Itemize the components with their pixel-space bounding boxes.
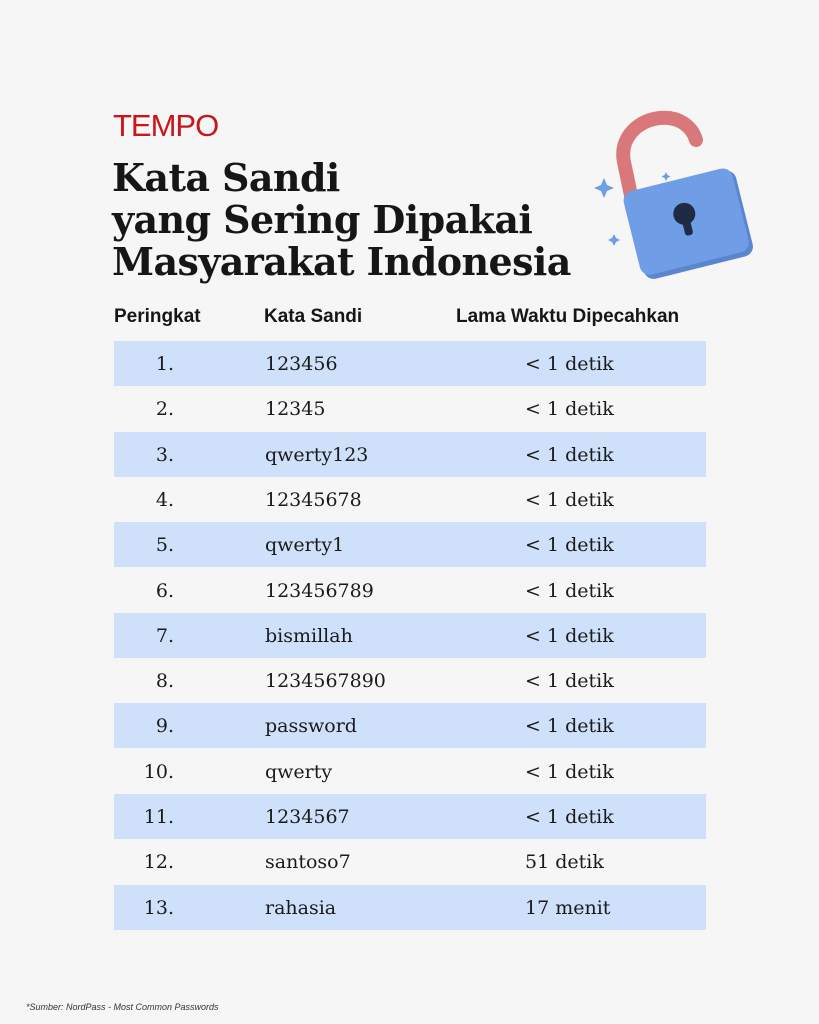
rank-cell: 2. [155, 398, 174, 421]
rank-cell: 5. [155, 534, 174, 557]
table-row [114, 839, 706, 884]
password-cell: santoso7 [265, 851, 351, 874]
source-footnote: *Sumber: NordPass - Most Common Passwords [26, 1002, 219, 1012]
time-cell: < 1 detik [525, 670, 614, 693]
table-row [114, 341, 706, 386]
table-row [114, 658, 706, 703]
table-row [114, 885, 706, 930]
password-cell: 1234567890 [265, 670, 386, 693]
table-row [114, 749, 706, 794]
password-cell: password [265, 715, 357, 738]
header-peringkat: Peringkat [114, 306, 201, 327]
password-table [114, 0, 706, 1024]
table-row [114, 432, 706, 477]
password-cell: 12345 [265, 398, 326, 421]
title-line-1: Kata Sandi [112, 155, 340, 200]
time-cell: < 1 detik [525, 806, 614, 828]
password-cell: 12345678 [265, 488, 362, 511]
header-kata-sandi: Kata Sandi [264, 306, 363, 327]
table-row [114, 477, 706, 522]
time-cell: < 1 detik [525, 443, 614, 466]
rank-cell: 1. [155, 353, 174, 375]
rank-cell: 12. [143, 851, 174, 874]
rank-cell: 8. [155, 670, 174, 693]
time-cell: 51 detik [525, 851, 604, 874]
table-row [114, 794, 706, 839]
password-cell: bismillah [265, 624, 353, 647]
time-cell: < 1 detik [525, 760, 614, 783]
rank-cell: 3. [155, 443, 174, 466]
title-line-2: yang Sering Dipakai [112, 197, 533, 242]
time-cell: < 1 detik [525, 624, 614, 647]
time-cell: < 1 detik [525, 579, 614, 602]
password-cell: 123456 [265, 353, 338, 375]
rank-cell: 10. [143, 760, 174, 783]
password-cell: qwerty123 [265, 443, 369, 466]
password-cell: rahasia [265, 896, 337, 919]
password-cell: qwerty1 [265, 534, 345, 557]
time-cell: 17 menit [525, 896, 611, 919]
password-cell: 1234567 [265, 806, 350, 828]
rank-cell: 4. [155, 488, 174, 511]
rank-cell: 7. [155, 624, 174, 647]
time-cell: < 1 detik [525, 715, 614, 738]
rank-cell: 13. [143, 896, 174, 919]
title-line-3: Masyarakat Indonesia [112, 239, 571, 284]
table-row [114, 613, 706, 658]
table-row [114, 386, 706, 431]
table-row [114, 703, 706, 748]
rank-cell: 6. [155, 579, 174, 602]
table-row [114, 522, 706, 567]
password-cell: 123456789 [265, 579, 374, 602]
tempo-logo: TEMPO [113, 108, 219, 143]
rank-cell: 11. [143, 806, 174, 828]
time-cell: < 1 detik [525, 353, 614, 375]
password-cell: qwerty [265, 760, 333, 783]
time-cell: < 1 detik [525, 398, 614, 421]
table-row [114, 568, 706, 613]
time-cell: < 1 detik [525, 488, 614, 511]
rank-cell: 9. [155, 715, 174, 738]
header-lama-waktu: Lama Waktu Dipecahkan [456, 306, 680, 327]
time-cell: < 1 detik [525, 534, 614, 557]
